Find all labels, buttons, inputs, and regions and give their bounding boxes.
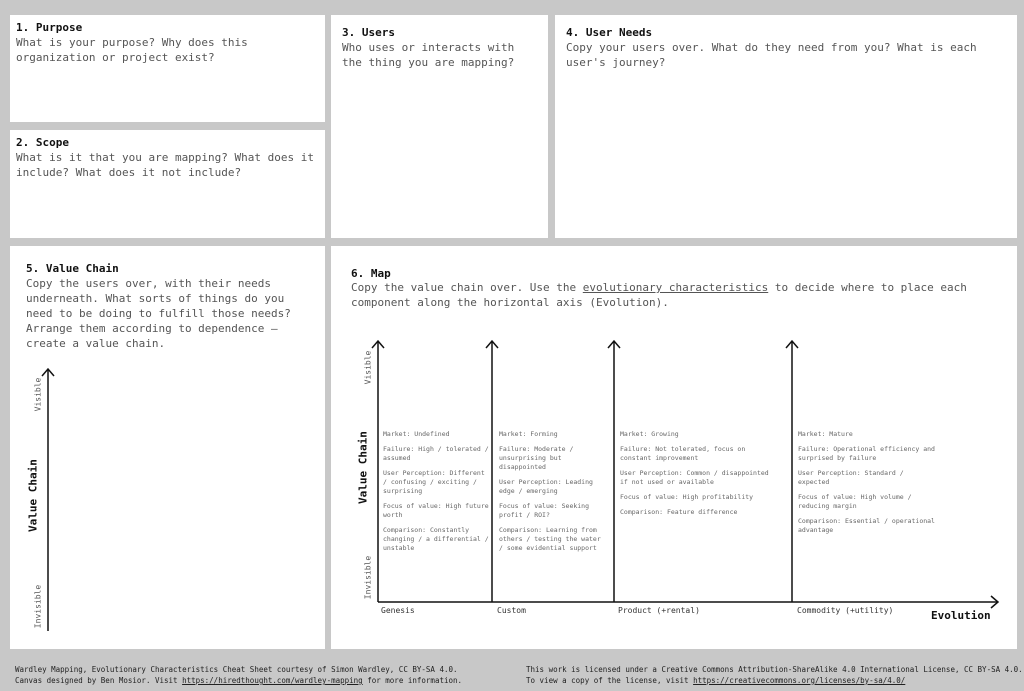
footer-credit-line1: Wardley Mapping, Evolutionary Characteristics Cheat Sheet courtesy of Simon Wardley, CC BY-SA 4.0. bbox=[15, 665, 458, 674]
product-comparison: Comparison: Feature difference bbox=[620, 508, 738, 516]
purpose-title: 1. Purpose bbox=[16, 21, 83, 34]
genesis-focus: Focus of value: High future worth bbox=[383, 502, 489, 519]
footer-license-line2 bbox=[526, 675, 1023, 686]
footer-credit-text: Canvas designed by Ben Mosior. Visit bbox=[15, 676, 183, 685]
custom-perception: User Perception: Leading edge / emerging bbox=[499, 478, 593, 495]
commodity-perception: User Perception: Standard / expected bbox=[798, 469, 904, 486]
commodity-focus: Focus of value: High volume / reducing margin bbox=[798, 493, 912, 510]
map-invisible-label: Invisible bbox=[363, 555, 373, 600]
footer-credit-line2 bbox=[15, 675, 462, 686]
map-desc-part1: Copy the value chain over. Use the bbox=[351, 281, 583, 294]
product-perception: User Perception: Common / disappointed if not used or available bbox=[620, 469, 769, 486]
evolutionary-characteristics-link[interactable]: evolutionary characteristics bbox=[582, 281, 769, 294]
footer-license-line1: This work is licensed under a Creative Commons Attribution-ShareAlike 4.0 International License, CC BY-SA 4.0. bbox=[526, 665, 1023, 674]
value-chain-panel bbox=[10, 246, 325, 649]
commodity-characteristics bbox=[798, 430, 938, 541]
genesis-characteristics bbox=[383, 430, 489, 559]
product-focus: Focus of value: High profitability bbox=[620, 493, 754, 501]
user-needs-panel bbox=[555, 15, 1017, 238]
custom-comparison: Comparison: Learning from others / testing the water / some evidential support bbox=[499, 526, 601, 552]
product-characteristics bbox=[620, 430, 780, 523]
map-desc-part2: to decide where to place each bbox=[768, 281, 967, 294]
value-chain-axis-label: Value Chain bbox=[26, 459, 40, 532]
users-panel bbox=[331, 15, 548, 238]
value-chain-description: Copy the users over, with their needs underneath. What sorts of things do you need to be doing to fulfill those needs? Arrange them according to dependence — create a value chain. bbox=[26, 277, 291, 350]
custom-failure: Failure: Moderate / unsurprising but disappointed bbox=[499, 445, 574, 471]
commodity-market: Market: Mature bbox=[798, 430, 853, 438]
value-chain-invisible-label: Invisible bbox=[33, 584, 43, 629]
commodity-failure: Failure: Operational efficiency and surprised by failure bbox=[798, 445, 935, 462]
product-failure: Failure: Not tolerated, focus on constant improvement bbox=[620, 445, 746, 462]
purpose-description: What is your purpose? Why does this organization or project exist? bbox=[16, 36, 248, 64]
genesis-comparison: Comparison: Constantly changing / a differential / unstable bbox=[383, 526, 489, 552]
genesis-perception: User Perception: Different / confusing / exciting / surprising bbox=[383, 469, 485, 495]
user-needs-title: 4. User Needs bbox=[566, 26, 653, 39]
genesis-failure: Failure: High / tolerated / assumed bbox=[383, 445, 489, 462]
map-visible-label: Visible bbox=[363, 350, 373, 385]
footer-credit-suffix: for more information. bbox=[362, 676, 463, 685]
footer-license bbox=[526, 664, 1023, 686]
custom-focus: Focus of value: Seeking profit / ROI? bbox=[499, 502, 590, 519]
users-title: 3. Users bbox=[342, 26, 395, 39]
stage-label-commodity: Commodity (+utility) bbox=[797, 606, 894, 615]
stage-label-product: Product (+rental) bbox=[618, 606, 700, 615]
map-title: 6. Map bbox=[351, 267, 391, 280]
custom-characteristics bbox=[499, 430, 605, 559]
hiredthought-link[interactable]: https://hiredthought.com/wardley-mapping bbox=[182, 676, 363, 685]
purpose-panel bbox=[10, 15, 325, 122]
user-needs-description: Copy your users over. What do they need from you? What is each user's journey? bbox=[566, 41, 977, 69]
product-market: Market: Growing bbox=[620, 430, 679, 438]
footer-credits bbox=[15, 664, 462, 686]
stage-label-genesis: Genesis bbox=[381, 606, 415, 615]
footer-license-text: To view a copy of the license, visit bbox=[526, 676, 694, 685]
stage-label-custom: Custom bbox=[497, 606, 526, 615]
map-desc-line2: component along the horizontal axis (Evolution). bbox=[351, 296, 669, 309]
map-x-axis-label: Evolution bbox=[931, 609, 991, 622]
scope-description: What is it that you are mapping? What does it include? What does it not include? bbox=[16, 151, 315, 179]
commodity-comparison: Comparison: Essential / operational advantage bbox=[798, 517, 935, 534]
scope-panel bbox=[10, 130, 325, 238]
map-y-axis-label: Value Chain bbox=[356, 431, 370, 504]
value-chain-title: 5. Value Chain bbox=[26, 262, 119, 275]
creativecommons-link[interactable]: https://creativecommons.org/licenses/by-sa/4.0/ bbox=[693, 676, 906, 685]
users-description: Who uses or interacts with the thing you are mapping? bbox=[342, 41, 515, 69]
value-chain-visible-label: Visible bbox=[33, 377, 43, 412]
map-panel bbox=[331, 246, 1017, 649]
genesis-market: Market: Undefined bbox=[383, 430, 450, 438]
value-chain-axis bbox=[10, 246, 325, 649]
scope-title: 2. Scope bbox=[16, 136, 69, 149]
custom-market: Market: Forming bbox=[499, 430, 558, 438]
